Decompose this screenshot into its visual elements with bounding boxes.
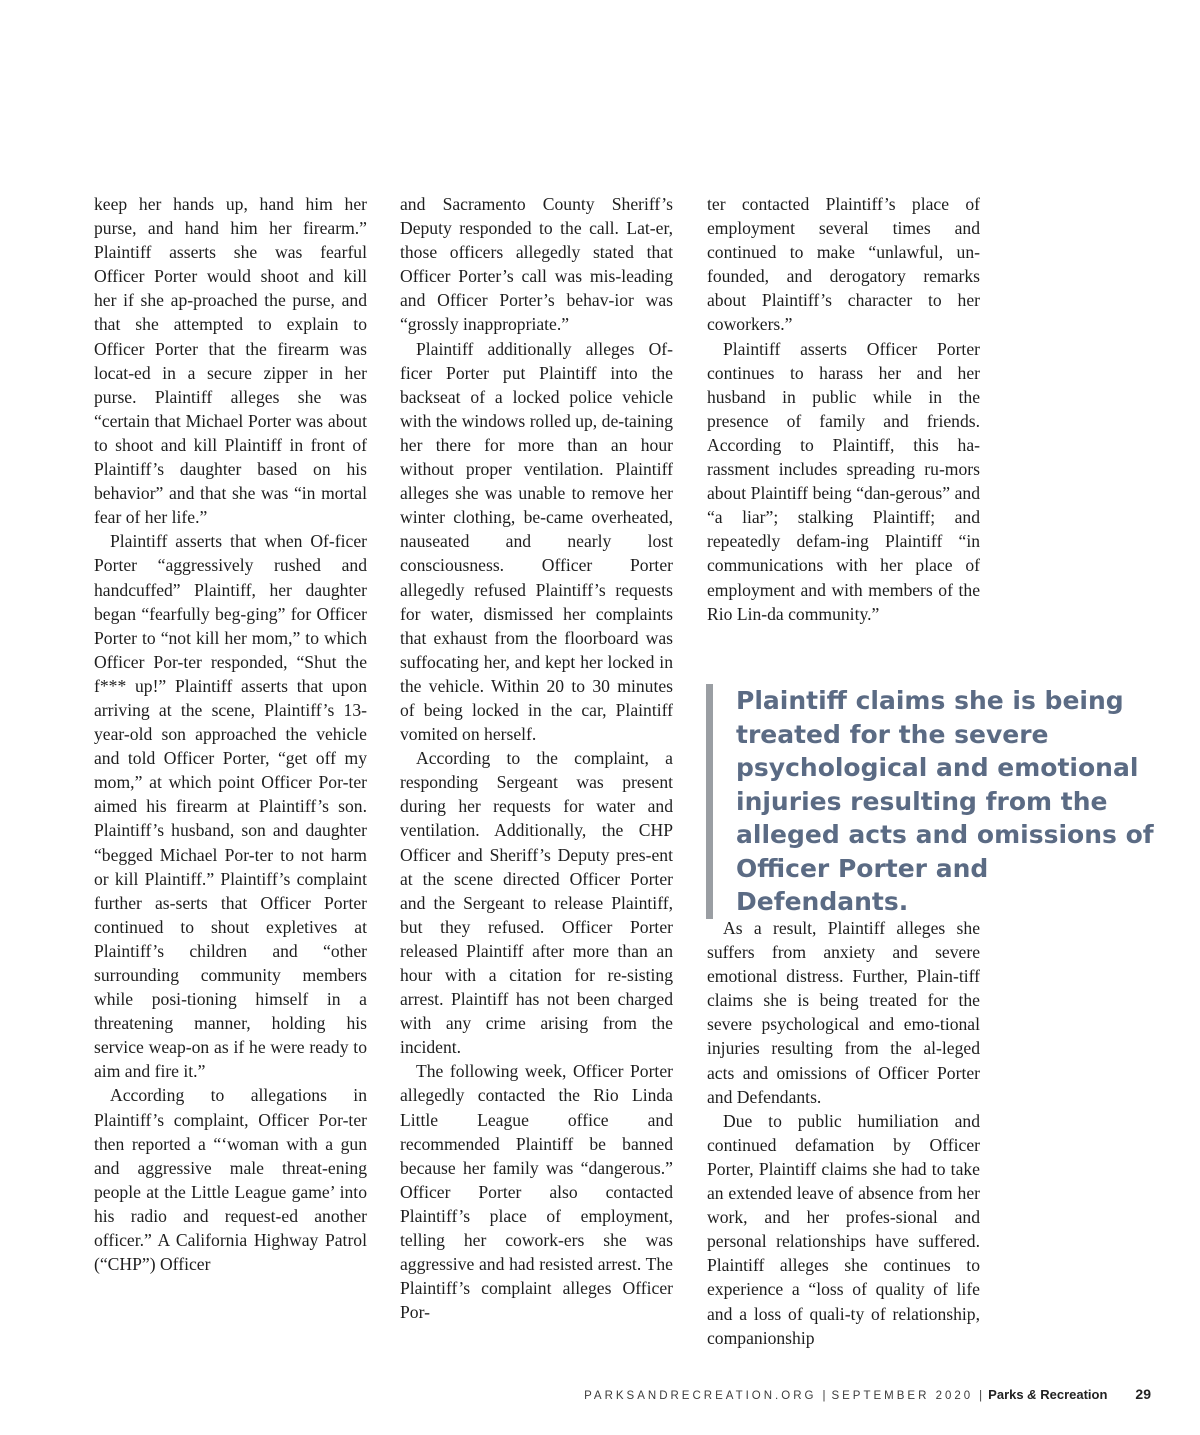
footer-separator: | — [979, 1390, 983, 1402]
paragraph: As a result, Plaintiff alleges she suffers from anxiety and severe emotional distress. Further, Plain-tiff claims she is being treated for the severe psychological and emo-tional injuries resulting from the al-leged acts and omissions of Officer Porter and Defendants. — [707, 918, 980, 1107]
paragraph: Due to public humiliation and continued defamation by Officer Porter, Plaintiff claims she had to take an extended leave of absence from her work, and her profes-sional and personal relationships have suffered. Plaintiff alleges she continues to experience a “loss of quality of life and a loss of quali-ty of relationship, companionship — [707, 1110, 980, 1348]
paragraph: and Sacramento County Sheriff’s Deputy responded to the call. Lat-er, those officers allegedly stated that Officer Porter’s call was mis-leading and Officer Porter’s behav-ior was “grossly inappropriate.” — [400, 194, 673, 335]
paragraph: According to the complaint, a responding Sergeant was present during her requests for water and ventilation. Additionally, the CHP Officer and Sheriff’s Deputy pres-ent at the scene directed Officer Porter and the Sergeant to release Plaintiff, but they refused. Officer Porter released Plaintiff after more than an hour with a citation for re-sisting arrest. Plaintiff has not been charged with any crime arising from the incident. — [400, 748, 673, 1058]
paragraph: Plaintiff asserts that when Of-ficer Porter “aggressively rushed and handcuffed” Plaintiff, her daughter began “fearfully beg-ging” for Officer Porter to “not kill her mom,” to which Officer Por-ter responded, “Shut the f*** up!” Plaintiff asserts that upon arriving at the scene, Plaintiff’s 13-year-old son approached the vehicle and told Officer Porter, “get off my mom,” at which point Officer Por-ter aimed his firearm at Plaintiff’s son. Plaintiff’s husband, son and daughter “begged Michael Por-ter to not harm or kill Plaintiff.” Plaintiff’s complaint further as-serts that Officer Porter continued to shout expletives at Plaintiff’s children and “other surrounding community members while posi-tioning himself in a threatening manner, holding his service weap-on as if he were ready to aim and fire it.” — [94, 531, 367, 1082]
footer-website: PARKSANDRECREATION.ORG — [584, 1390, 817, 1402]
article-column-3-top — [707, 192, 980, 626]
article-column-2 — [400, 192, 673, 1324]
page-footer — [0, 1386, 1151, 1402]
magazine-name-amp: & — [1027, 1387, 1037, 1402]
paragraph: The following week, Officer Porter allegedly contacted the Rio Linda Little League office and recommended Plaintiff be banned because her family was “dangerous.” Officer Porter also contacted Plaintiff’s place of employment, telling her cowork-ers she was aggressive and had resisted arrest. The Plaintiff’s complaint alleges Officer Por- — [400, 1061, 673, 1323]
page-number: 29 — [1135, 1386, 1151, 1402]
article-column-1 — [94, 192, 367, 1276]
paragraph: ter contacted Plaintiff’s place of employment several times and continued to make “unlawful, un-founded, and derogatory remarks about Plaintiff’s character to her coworkers.” — [707, 194, 980, 335]
paragraph: According to allegations in Plaintiff’s complaint, Officer Por-ter then reported a “‘woman with a gun and aggressive male threat-ening people at the Little League game’ into his radio and request-ed another officer.” A California Highway Patrol (“CHP”) Officer — [94, 1085, 367, 1275]
article-column-3-bottom — [707, 916, 980, 1350]
paragraph: keep her hands up, hand him her purse, and hand him her firearm.” Plaintiff asserts she was fearful Officer Porter would shoot and kill her if she ap-proached the purse, and that she attempted to explain to Officer Porter that the firearm was locat-ed in a secure zipper in her purse. Plaintiff alleges she was “certain that Michael Porter was about to shoot and kill Plaintiff in front of Plaintiff’s daughter based on his behavior” and that she was “in mortal fear of her life.” — [94, 194, 367, 528]
footer-issue: SEPTEMBER 2020 — [831, 1390, 974, 1402]
pull-quote: Plaintiff claims she is being treated for the severe psychological and emotional injuries resulting from the alleged acts and omissions of Officer Porter and Defendants. — [706, 684, 1156, 919]
footer-separator: | — [822, 1390, 826, 1402]
paragraph: Plaintiff asserts Officer Porter continues to harass her and her husband in public while in the presence of family and friends. According to Plaintiff, this ha-rassment includes spreading ru-mors about Plaintiff being “dan-gerous” and “a liar”; stalking Plaintiff; and repeatedly defam-ing Plaintiff “in communications with her place of employment and with members of the Rio Lin-da community.” — [707, 338, 980, 624]
magazine-name — [988, 1387, 1107, 1402]
magazine-name-suffix: Recreation — [1036, 1387, 1108, 1402]
magazine-name-prefix: Parks — [988, 1387, 1028, 1402]
paragraph: Plaintiff additionally alleges Of-ficer Porter put Plaintiff into the backseat of a locked police vehicle with the windows rolled up, de-taining her there for more than an hour without proper ventilation. Plaintiff alleges she was unable to remove her winter clothing, be-came overheated, nauseated and nearly lost consciousness. Officer Porter allegedly refused Plaintiff’s requests for water, dismissed her complaints that exhaust from the floorboard was suffocating her, and kept her locked in the vehicle. Within 20 to 30 minutes of being locked in the car, Plaintiff vomited on herself. — [400, 338, 673, 745]
